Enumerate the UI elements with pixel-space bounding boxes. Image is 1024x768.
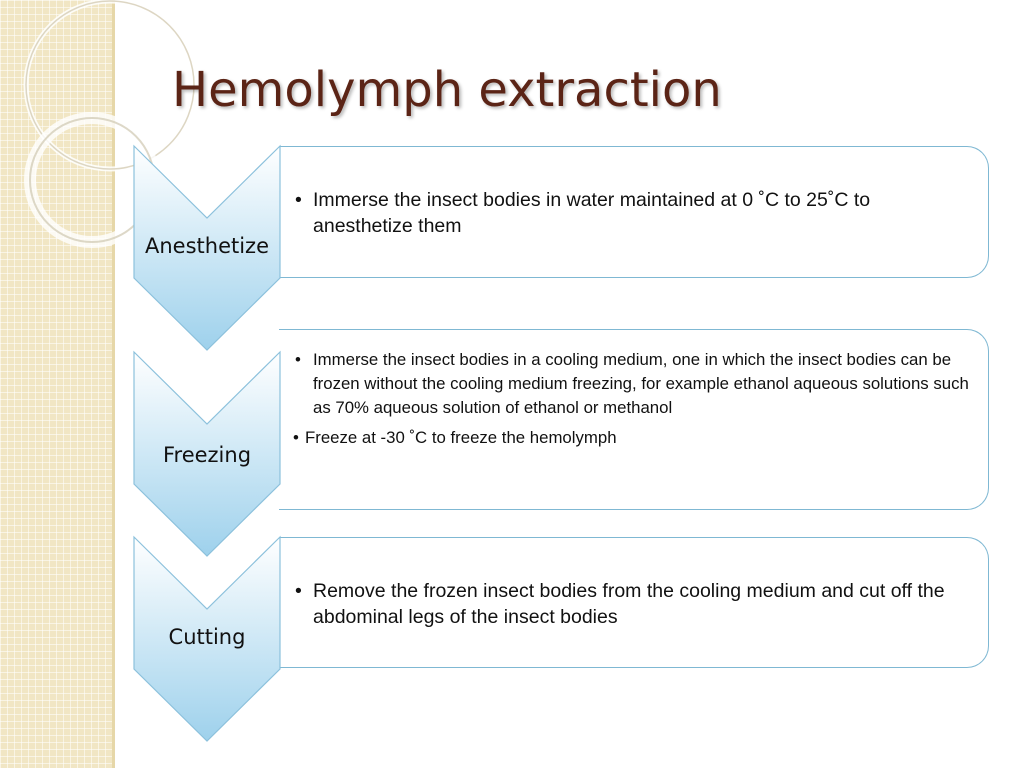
step-chevron-cutting — [134, 537, 280, 741]
step-chevron-anesthetize — [134, 146, 280, 350]
step-chevron-freezing — [134, 352, 280, 556]
step-label: Cutting — [168, 625, 246, 649]
step-panel-cutting — [279, 537, 989, 668]
step-bullet: • Immerse the insect bodies in a cooling medium, one in which the insect bodies can be frozen without the cooling medium freezing, for example ethanol aqueous solutions such as 70% aqueous solution of ethanol or methanol — [295, 350, 969, 417]
step-panel-anesthetize — [279, 146, 989, 278]
step-bullet: • Immerse the insect bodies in water maintained at 0 ˚C to 25˚C to anesthetize them — [295, 189, 871, 237]
step-panel-freezing — [279, 329, 989, 510]
step-label: Freezing — [162, 443, 252, 467]
step-bullet: • Freeze at -30 ˚C to freeze the hemolymph — [293, 428, 617, 447]
step-bullet: • Remove the frozen insect bodies from the cooling medium and cut off the abdominal legs of the insect bodies — [295, 580, 945, 628]
slide-title: Hemolymph extraction — [172, 62, 722, 118]
step-label: Anesthetize — [144, 234, 269, 258]
